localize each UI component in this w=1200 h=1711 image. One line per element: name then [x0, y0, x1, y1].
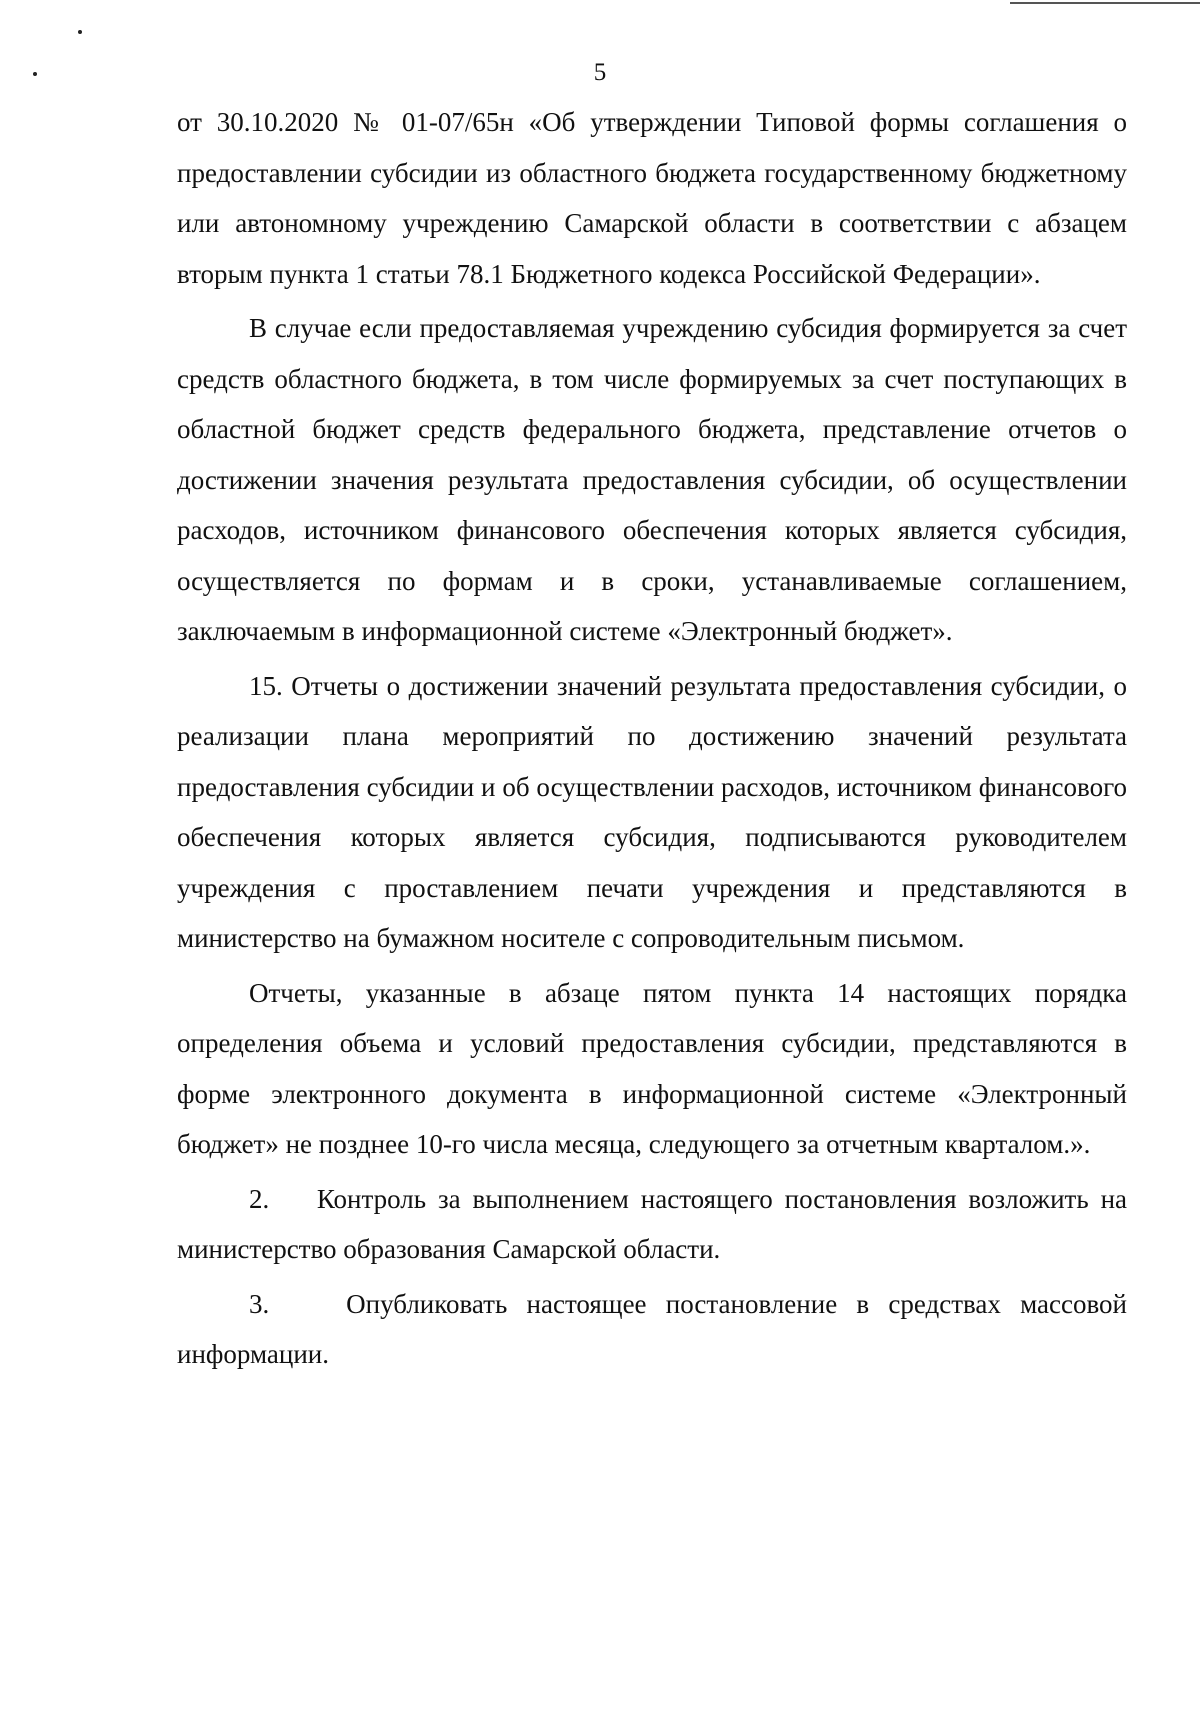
- scan-speck: [78, 30, 82, 34]
- paragraph-electronic-reports: Отчеты, указанные в абзаце пятом пункта 14 настоящих порядка определения объема и условий предоставления субсидии, представляются в форме электронного документа в информационной системе «Электронный бюджет» не позднее 10-го числа месяца, следующего за отчетным кварталом.».: [177, 977, 1127, 1159]
- paragraph-item-2-control: 2. Контроль за выполнением настоящего постановления возложить на министерство образования Самарской области.: [177, 1183, 1134, 1264]
- page-number: 5: [593, 59, 607, 86]
- paragraph-continuation: от 30.10.2020 № 01-07/65н «Об утверждении Типовой формы соглашения о предоставлении субсидии из областного бюджета государственному бюджетному или автономному учреждению Самарской области в соответствии с абзацем вторым пункта 1 статьи 78.1 Бюджетного кодекса Российской Федерации».: [177, 107, 1127, 289]
- paragraph-subsidy-reporting: В случае если предоставляемая учреждению субсидия формируется за счет средств областного бюджета, в том числе формируемых за счет поступающих в областной бюджет средств федерального бюджета, представление отчетов о достижении значения результата предоставления субсидии, об осуществлении расходов, источником финансового обеспечения которых является субсидия, осуществляется по формам и в сроки, устанавливаемые соглашением, заключаемым в информационной системе «Электронный бюджет».: [177, 313, 1127, 646]
- paragraph-item-15: 15. Отчеты о достижении значений результата предоставления субсидии, о реализации плана мероприятий по достижению значений результата предоставления субсидии и об осуществлении расходов, источником финансового обеспечения которых является субсидия, подписываются руководителем учреждения с проставлением печати учреждения и представляются в министерство на бумажном носителе с сопроводительным письмом.: [177, 670, 1127, 953]
- document-body: [177, 97, 1134, 1380]
- scan-edge-line: [1010, 2, 1200, 4]
- paragraph-item-3-publish: 3. Опубликовать настоящее постановление в средствах массовой информации.: [177, 1288, 1134, 1369]
